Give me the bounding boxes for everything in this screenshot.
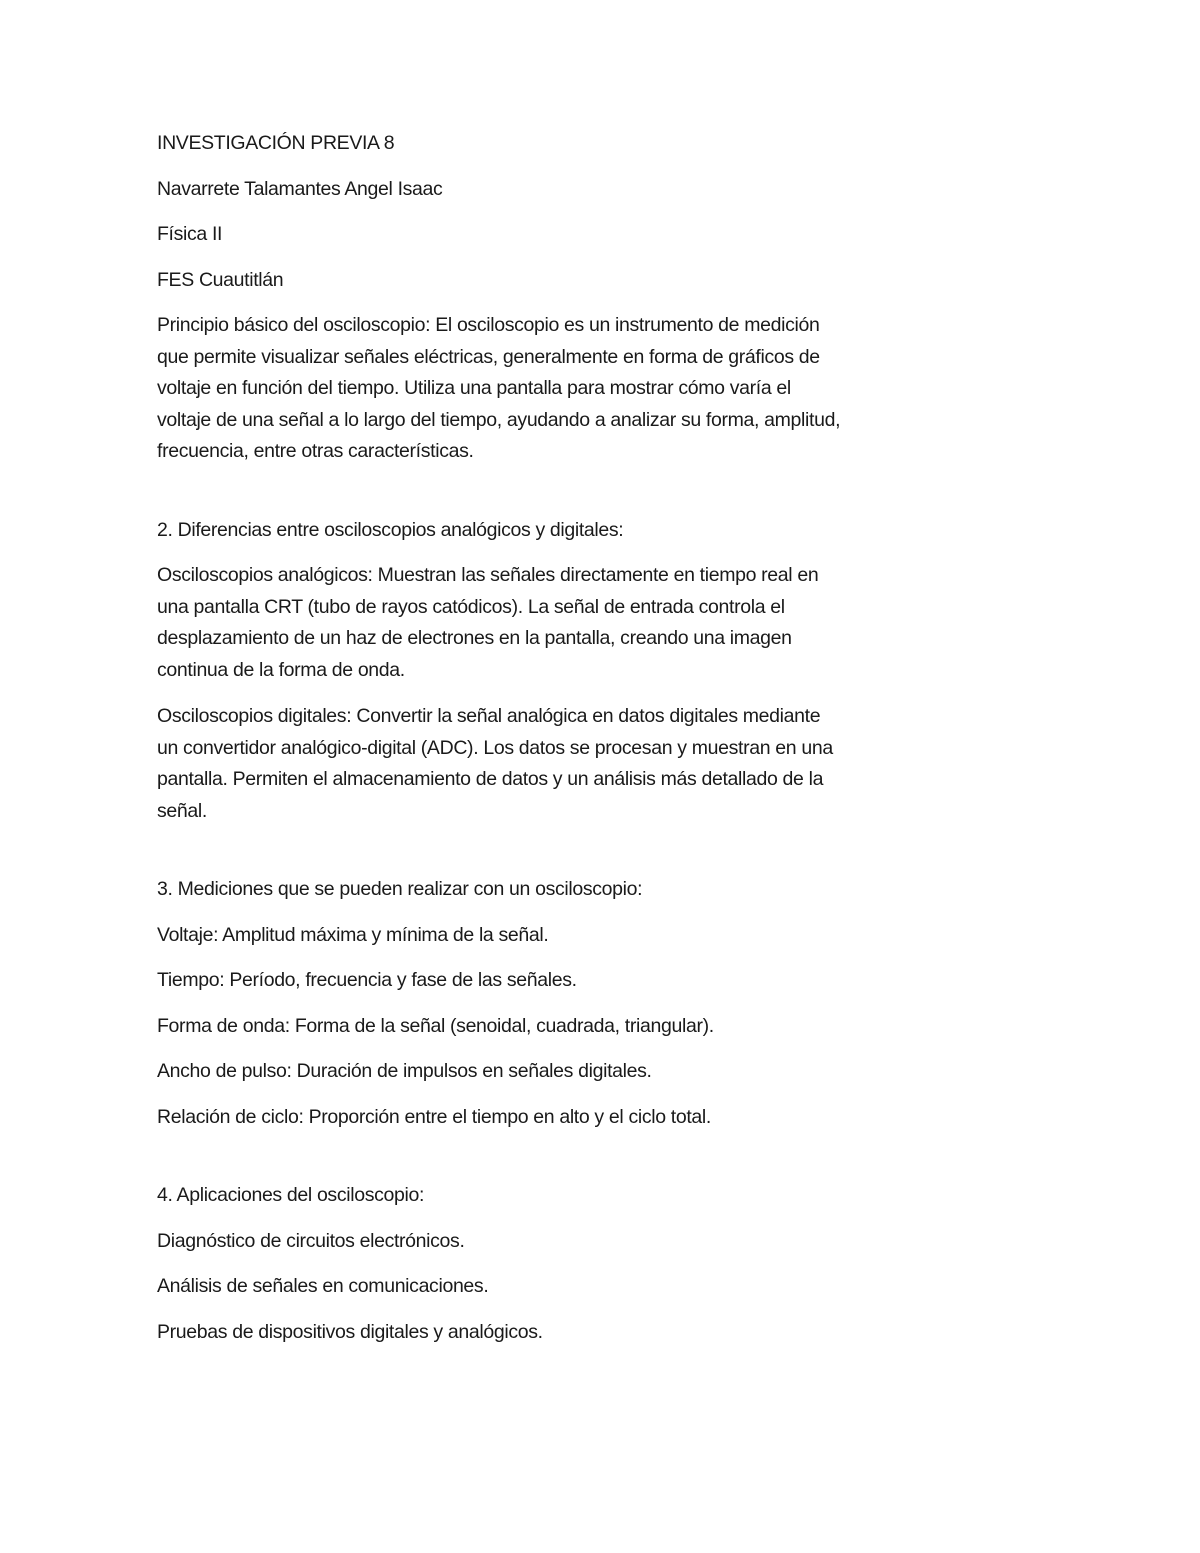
paragraph-line: Osciloscopios analógicos: Muestran las señales directamente en tiempo real en: [157, 564, 819, 586]
paragraph-line: continua de la forma de onda.: [157, 658, 405, 681]
paragraph-line: Osciloscopios digitales: Convertir la señal analógica en datos digitales mediante: [157, 705, 821, 727]
measurement-item: Forma de onda: Forma de la señal (senoidal, cuadrada, triangular).: [157, 1014, 714, 1037]
paragraph-line: frecuencia, entre otras características.: [157, 440, 474, 462]
application-item: Análisis de señales en comunicaciones.: [157, 1275, 489, 1297]
paragraph-line: una pantalla CRT (tubo de rayos catódicos). La señal de entrada controla el: [157, 595, 785, 618]
paragraph-line: pantalla. Permiten el almacenamiento de datos y un análisis más detallado de la: [157, 768, 824, 790]
digital-paragraph: [157, 701, 957, 827]
measurement-item: Voltaje: Amplitud máxima y mínima de la señal.: [157, 923, 549, 946]
document-body: [157, 128, 957, 1362]
school-name: FES Cuautitlán: [157, 268, 284, 291]
paragraph-line: señal.: [157, 799, 207, 822]
paragraph-line: un convertidor analógico-digital (ADC). Los datos se procesan y muestran en una: [157, 736, 833, 759]
application-item: Diagnóstico de circuitos electrónicos.: [157, 1229, 465, 1252]
paragraph-line: voltaje en función del tiempo. Utiliza una pantalla para mostrar cómo varía el: [157, 377, 791, 399]
measurement-item: Relación de ciclo: Proporción entre el tiempo en alto y el ciclo total.: [157, 1105, 711, 1128]
measurement-item: Ancho de pulso: Duración de impulsos en señales digitales.: [157, 1060, 652, 1082]
intro-paragraph: [157, 310, 957, 468]
paragraph-line: que permite visualizar señales eléctricas, generalmente en forma de gráficos de: [157, 345, 820, 368]
section-3-heading: 3. Mediciones que se pueden realizar con un osciloscopio:: [157, 878, 643, 900]
application-item: Pruebas de dispositivos digitales y analógicos.: [157, 1320, 543, 1343]
paragraph-line: Principio básico del osciloscopio: El osciloscopio es un instrumento de medición: [157, 314, 820, 336]
analog-paragraph: [157, 560, 957, 686]
paragraph-line: voltaje de una señal a lo largo del tiempo, ayudando a analizar su forma, amplitud,: [157, 408, 841, 431]
paragraph-line: desplazamiento de un haz de electrones en la pantalla, creando una imagen: [157, 627, 792, 649]
author-name: Navarrete Talamantes Angel Isaac: [157, 177, 443, 200]
section-2-heading: 2. Diferencias entre osciloscopios analógicos y digitales:: [157, 518, 624, 541]
measurement-item: Tiempo: Período, frecuencia y fase de las señales.: [157, 969, 577, 991]
document-title: INVESTIGACIÓN PREVIA 8: [157, 132, 395, 154]
section-4-heading: 4. Aplicaciones del osciloscopio:: [157, 1184, 425, 1206]
course-name: Física II: [157, 223, 223, 245]
